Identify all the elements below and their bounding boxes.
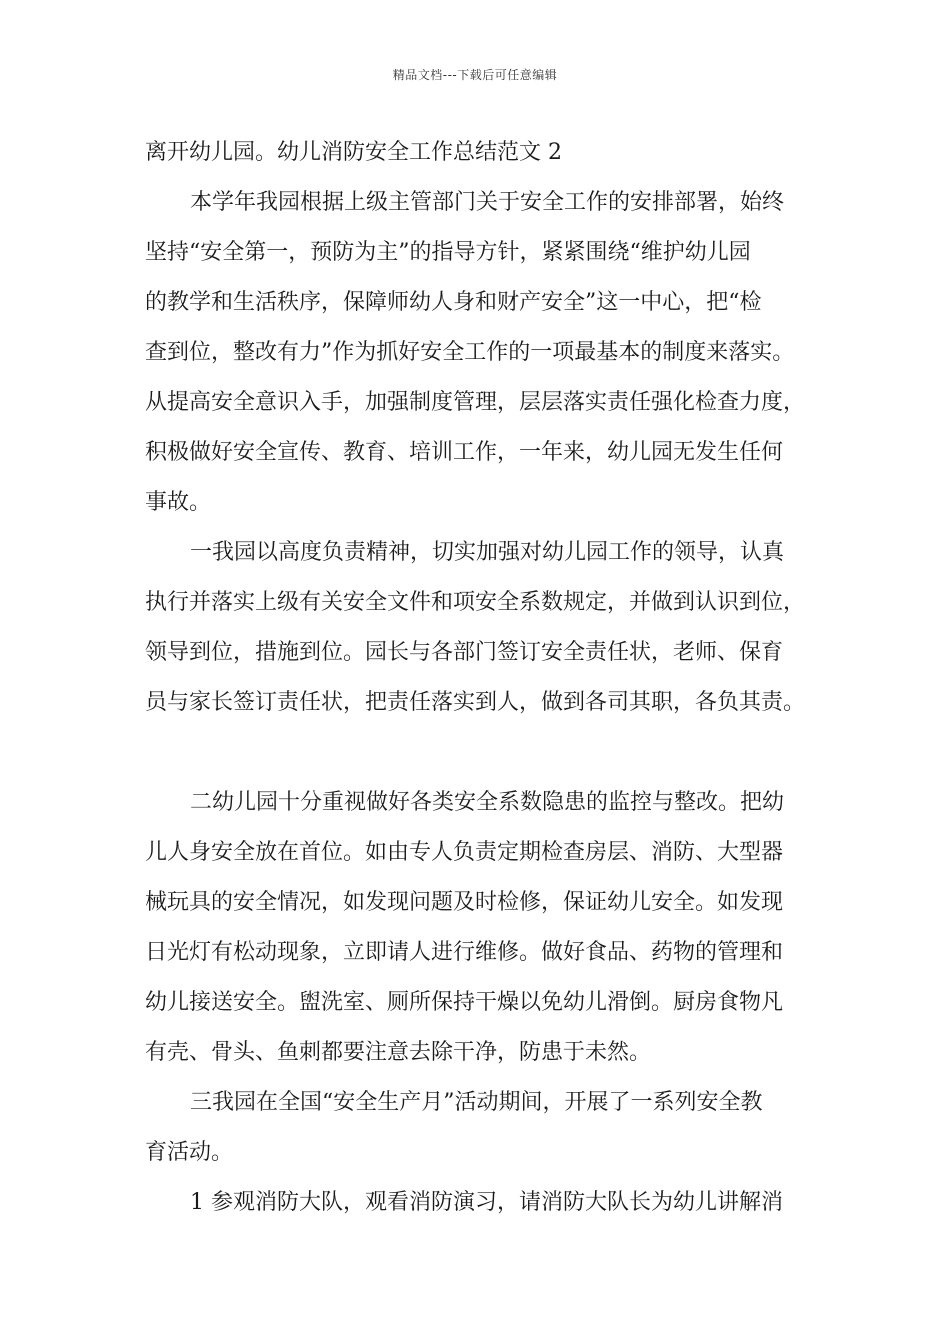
text-line: 查到位，整改有力”作为抓好安全工作的一项最基本的制度来落实。	[145, 340, 795, 365]
document-body	[145, 128, 817, 1228]
paragraph-start: 三我园在全国“安全生产月”活动期间，开展了一系列安全教	[190, 1090, 763, 1115]
text-line: 坚持“安全第一，预防为主”的指导方针，紧紧围绕“维护幼儿园	[145, 240, 751, 265]
text-line: 执行并落实上级有关安全文件和项安全系数规定，并做到认识到位，	[145, 590, 806, 615]
text-line: 育活动。	[145, 1140, 234, 1165]
text-line: 日光灯有松动现象，立即请人进行维修。做好食品、药物的管理和	[145, 940, 784, 965]
text-line: 积极做好安全宣传、教育、培训工作，一年来，幼儿园无发生任何	[145, 440, 784, 465]
text-line: 员与家长签订责任状，把责任落实到人，做到各司其职，各负其责。	[145, 690, 806, 715]
text-line: 离开幼儿园。幼儿消防安全工作总结范文 2	[145, 140, 562, 165]
text-line: 的教学和生活秩序，保障师幼人身和财产安全”这一中心，把“检	[145, 290, 762, 315]
text-line: 儿人身安全放在首位。如由专人负责定期检查房层、消防、大型器	[145, 840, 784, 865]
paragraph-start: 本学年我园根据上级主管部门关于安全工作的安排部署，始终	[190, 190, 785, 215]
paragraph-gap	[145, 728, 817, 778]
page-header: 精品文档---下载后可任意编辑	[392, 68, 558, 82]
text-line: 幼儿接送安全。盥洗室、厕所保持干燥以免幼儿滑倒。厨房食物凡	[145, 990, 784, 1015]
paragraph-start: 一我园以高度负责精神，切实加强对幼儿园工作的领导，认真	[190, 540, 785, 565]
text-line: 事故。	[145, 490, 212, 515]
paragraph-start: 二幼儿园十分重视做好各类安全系数隐患的监控与整改。把幼	[190, 790, 785, 815]
text-line: 有壳、骨头、鱼刺都要注意去除干净，防患于未然。	[145, 1040, 652, 1065]
text-line: 领导到位，措施到位。园长与各部门签订安全责任状，老师、保育	[145, 640, 784, 665]
text-line: 从提高安全意识入手，加强制度管理，层层落实责任强化检查力度，	[145, 390, 806, 415]
text-line: 械玩具的安全情况，如发现问题及时检修，保证幼儿安全。如发现	[145, 890, 784, 915]
paragraph-start: 1 参观消防大队，观看消防演习，请消防大队长为幼儿讲解消	[190, 1190, 783, 1215]
